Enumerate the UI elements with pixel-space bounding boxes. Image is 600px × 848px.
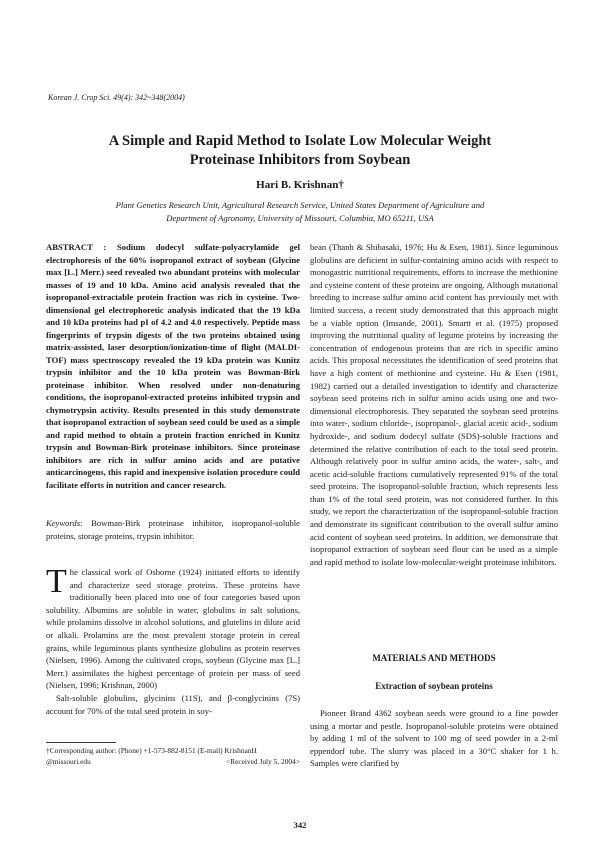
affiliation-line-1: Plant Genetics Research Unit, Agricultural Research Service, United States Department of Agriculture and [115, 200, 485, 210]
keywords-text: Bowman-Birk proteinase inhibitor, isopropanol-soluble proteins, storage proteins, trypsin inhibitor. [46, 518, 300, 541]
affiliation-line-2: Department of Agronomy, University of Missouri, Columbia, MO 65211, USA [166, 212, 434, 223]
footnote-received: <Received July 5, 2004> [225, 757, 300, 766]
footnote [46, 745, 300, 767]
keywords [46, 517, 300, 542]
subsection-heading: Extraction of soybean proteins [375, 681, 493, 691]
methods-paragraph: Pioneer Brand 4362 soybean seeds were ground to a fine powder using a mortar and pestle. Isopropanol-soluble proteins were obtained by adding 1 ml of the solvent to 100 mg of seed powder in a 2-ml eppendorf tube. The slurry was placed in a 30°C shaker for 1 h. Samples were clarified by [310, 708, 558, 769]
footnote-contact: †Corresponding author: (Phone) +1-573-882-8151 (E-mail) KrishnanH [46, 746, 257, 755]
journal-citation: Korean J. Crop Sci. 49(4): 342~348(2004) [48, 93, 185, 102]
keywords-label: Keywords: [46, 518, 83, 528]
intro-paragraph-1-text: he classical work of Osborne (1924) initiated efforts to identify and characterize seed storage proteins. These proteins have traditionally been placed into one of four categories based upon solubility. Albumins are soluble in water, globulins in salt solutions, while prolamins dissolve in alcohol solutions, and glutelins in dilute acid or alkali. Prolamins are the most prevalent storage protein in cereal grains, while leguminous plants synthesize globulins as protein reserves (Nielsen, 1996). Among the cultivated crops, soybean (Glycine max [L.] Merr.) assimilates the highest percentage of protein per mass of seed (Nielsen, 1996; Krishnan, 2000) [46, 567, 300, 691]
affiliation [60, 199, 540, 224]
paper-title [60, 132, 540, 170]
title-line-2: Proteinase Inhibitors from Soybean [189, 152, 411, 168]
introduction [46, 563, 300, 717]
footnote-email: @missouri.edu [46, 757, 91, 766]
intro-paragraph-2: Salt-soluble globulins, glycinins (11S), and β-conglycinins (7S) account for 70% of the total seed protein in soy- [46, 692, 300, 716]
footnote-divider [46, 742, 116, 743]
author-name: Hari B. Krishnan† [256, 179, 344, 191]
intro-paragraph-1 [46, 563, 300, 692]
section-heading: MATERIALS AND METHODS [372, 653, 496, 663]
footnote-row [46, 756, 300, 767]
right-column-text: bean (Thanh & Shibasaki, 1976; Hu & Esen, 1981). Since leguminous globulins are deficient in sulfur-containing amino acids with respect to monogastric nutritional requirements, efforts to increase the methionine and cysteine content of these proteins are ongoing. Although mutational breeding to increase sulfur amino acid content has previously met with limited success, a recent study demonstrated that this approach might be a viable option (Imsande, 2001). Smartt et al. (1975) proposed improving the nutritional quality of legume proteins by increasing the concentration of endogenous proteins that are rich in specific amino acids. This proposal necessitates the identification of seed proteins that have a high content of methionine and cysteine. Hu & Esen (1981, 1982) carried out a detailed investigation to identify and characterize soybean seed proteins rich in sulfur amino acids using one and two-dimensional electrophoresis. They separated the soybean seed proteins into water-, sodium chloride-, isopropanol-, glacial acetic acid-, sodium hydroxide-, and sodium dodecyl sulfate (SDS)-soluble fractions and determined the relative contribution of each to the total seed protein. Although relatively poor in sulfur amino acids, the water-, salt-, and acetic acid-soluble fractions cumulatively represented 91% of the total seed proteins. The isopropanol-soluble fraction, which represents less than 1% of the total seed protein, was not considered further. In this study, we report the characterization of the isopropanol-soluble fraction and demonstrate its significant contribution to the overall sulfur amino acid content of soybean seed proteins. In addition, we demonstrate that isopropanol extraction of soybean seed flour can be used as a simple and rapid method to isolate low-molecular-weight proteinase inhibitors. [310, 242, 558, 567]
page-number: 342 [293, 820, 307, 830]
drop-cap: T [46, 563, 67, 600]
abstract: ABSTRACT : Sodium dodecyl sulfate-polyacrylamide gel electrophoresis of the 60% isopropanol extract of soybean (Glycine max [L.] Merr.) seed revealed two abundant proteins with molecular masses of 19 and 10 kDa. Amino acid analysis revealed that the isopropanol-extractable protein fraction was rich in cysteine. Two-dimensional gel electrophoretic analysis indicated that the 19 kDa and 10 kDa proteins had pI of 4.2 and 4.0 respectively. Peptide mass fingerprints of trypsin digests of the two proteins obtained using matrix-assisted, laser desorption/ionization-time of flight (MALDI-TOF) mass spectroscopy revealed the 19 kDa protein was Kunitz trypsin inhibitor and the 10 kDa protein was Bowman-Birk proteinase inhibitor. When resolved under non-denaturing conditions, the isopropanol-extracted proteins inhibited trypsin and chymotrypsin activity. Results presented in this study demonstrate that isopropanol extraction of soybean seed could be used as a simple and rapid method to obtain a protein fraction enriched in Kunitz trypsin and Bowman-Birk proteinase inhibitors. Since proteinase inhibitors are rich in sulfur amino acids and are putative anticarcinogens, this rapid and inexpensive isolation procedure could facilitate efforts in nutrition and cancer research. [46, 242, 300, 490]
title-line-1: A Simple and Rapid Method to Isolate Low Molecular Weight [108, 133, 492, 149]
